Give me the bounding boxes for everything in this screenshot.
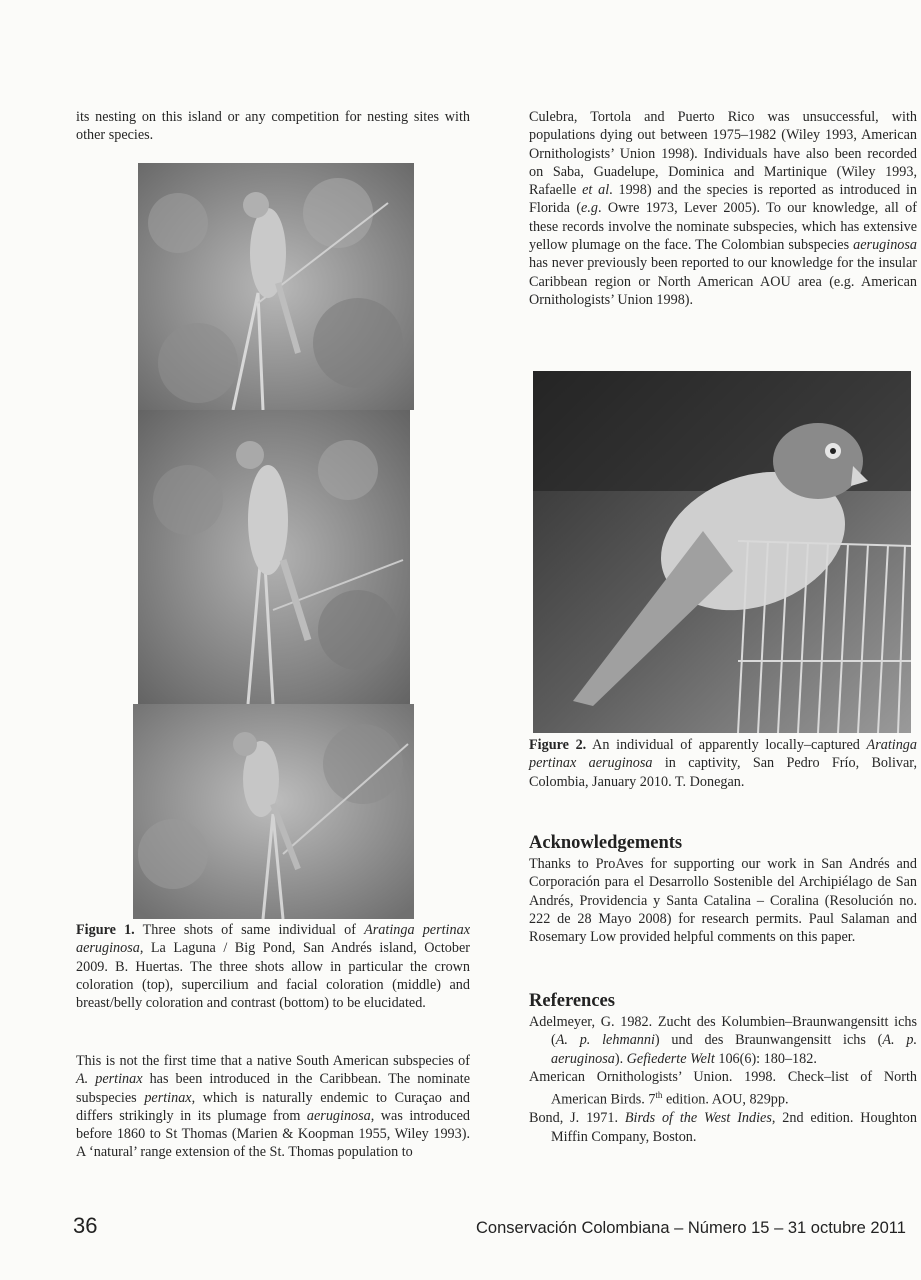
- text: ).: [614, 1050, 627, 1067]
- text: This is not the first time that a native South American subspecies of: [76, 1053, 470, 1069]
- species-name: Aratinga pertinax aeruginosa: [76, 922, 470, 957]
- left-column: [76, 108, 470, 145]
- page-number: 36: [73, 1213, 98, 1238]
- text: , 2nd edition. Houghton Miffin Company, Boston.: [551, 1110, 917, 1145]
- superscript: th: [655, 1090, 663, 1101]
- italic-text: e.g: [581, 200, 598, 217]
- italic-text: aeruginosa: [306, 1107, 371, 1124]
- figure2-caption: [529, 736, 917, 791]
- figure1-caption: [76, 921, 470, 1012]
- text: , which is naturally endemic to Curaçao and differs strikingly in its plumage from: [76, 1089, 471, 1124]
- text: Bond, J. 1971.: [529, 1110, 625, 1127]
- figure2-label: Figure 2.: [529, 737, 587, 753]
- figure1-label: Figure 1.: [76, 922, 135, 938]
- text: . Owre 1973, Lever 2005). To our knowledge, all of these records involve the nominate subspecies, which has extensive yellow plumage on the face. The Colombian subspecies: [529, 200, 917, 254]
- text: has been introduced in the Caribbean. The nominate subspecies: [76, 1071, 470, 1106]
- figure1-photo-top: [138, 163, 414, 410]
- journal-footer: Conservación Colombiana – Número 15 – 31 octubre 2011: [476, 1219, 906, 1237]
- caption-text: in captivity, San Pedro Frío, Bolivar, Colombia, January 2010. T. Donegan.: [529, 755, 918, 790]
- italic-text: A. pertinax: [76, 1071, 143, 1088]
- italic-text: aeruginosa: [853, 237, 917, 254]
- reference-item: [529, 1109, 917, 1146]
- figure2-photo: [533, 371, 911, 733]
- text: Adelmeyer, G. 1982. Zucht des Kolumbien–Braunwangensitt ichs (: [529, 1014, 917, 1049]
- acknowledgements-paragraph: Thanks to ProAves for supporting our work in San Andrés and Corporación para el Desarrollo Sostenible del Archipiélago de San Andrés, Providencia y Santa Catalina – Coralina (Resolución no. 222 de 28 Mayo 2008) for research permits. Paul Salaman and Rosemary Low provided helpful comments on this paper.: [529, 856, 917, 946]
- acknowledgements-heading: Acknowledgements: [529, 833, 683, 853]
- italic-text: et al: [582, 182, 610, 199]
- caption-text: , La Laguna / Big Pond, San Andrés island, October 2009. B. Huertas. The three shots allow in particular the crown coloration (top), supercilium and facial coloration (middle) and breast/belly coloration and contrast (bottom) to be elucidated.: [76, 940, 470, 1012]
- species-name: Aratinga pertinax aeruginosa: [529, 737, 917, 772]
- italic-text: pertinax: [144, 1089, 192, 1106]
- italic-text: Gefiederte Welt: [626, 1050, 715, 1067]
- text: ) und des Braunwangensitt ichs (: [654, 1032, 883, 1049]
- references-heading: References: [529, 991, 615, 1011]
- references-list: [529, 1013, 917, 1146]
- text: edition. AOU, 829pp.: [662, 1091, 789, 1108]
- text: 106(6): 180–182.: [714, 1050, 817, 1067]
- italic-text: A. p. lehmanni: [555, 1032, 655, 1049]
- italic-text: A. p. aeruginosa: [551, 1032, 918, 1067]
- text: Culebra, Tortola and Puerto Rico was unsuccessful, with populations dying out between 1975–1982 (Wiley 1993, American Ornithologists’ Union 1998). Individuals have also been recorded on Saba, Guadelupe, Dominica and Martinique (Wiley 1993, Rafaelle: [529, 109, 917, 199]
- text: . 1998) and the species is reported as introduced in Florida (: [529, 182, 917, 217]
- figure1-photo-bottom: [133, 704, 414, 919]
- reference-item: [529, 1013, 917, 1068]
- text: , was introduced before 1860 to St Thomas (Marien & Koopman 1955, Wiley 1993). A ‘natural’ range extension of the St. Thomas population to: [76, 1107, 470, 1161]
- figure1-photo-middle: [138, 410, 410, 704]
- italic-text: Birds of the West Indies: [624, 1110, 772, 1127]
- left-paragraph-2: [76, 1052, 470, 1162]
- paragraph-continued: its nesting on this island or any competition for nesting sites with other species.: [76, 109, 470, 144]
- text: American Ornithologists’ Union. 1998. Check–list of North American Birds. 7: [529, 1068, 917, 1108]
- caption-text: Three shots of same individual of: [134, 922, 365, 938]
- acknowledgements-text: [529, 855, 917, 946]
- reference-item: [529, 1068, 917, 1109]
- text: has never previously been reported to our knowledge for the insular Caribbean region or North American AOU area (e.g. American Ornithologists’ Union 1998).: [529, 255, 917, 308]
- caption-text: An individual of apparently locally–captured: [586, 737, 867, 753]
- right-paragraph-1: [529, 108, 917, 309]
